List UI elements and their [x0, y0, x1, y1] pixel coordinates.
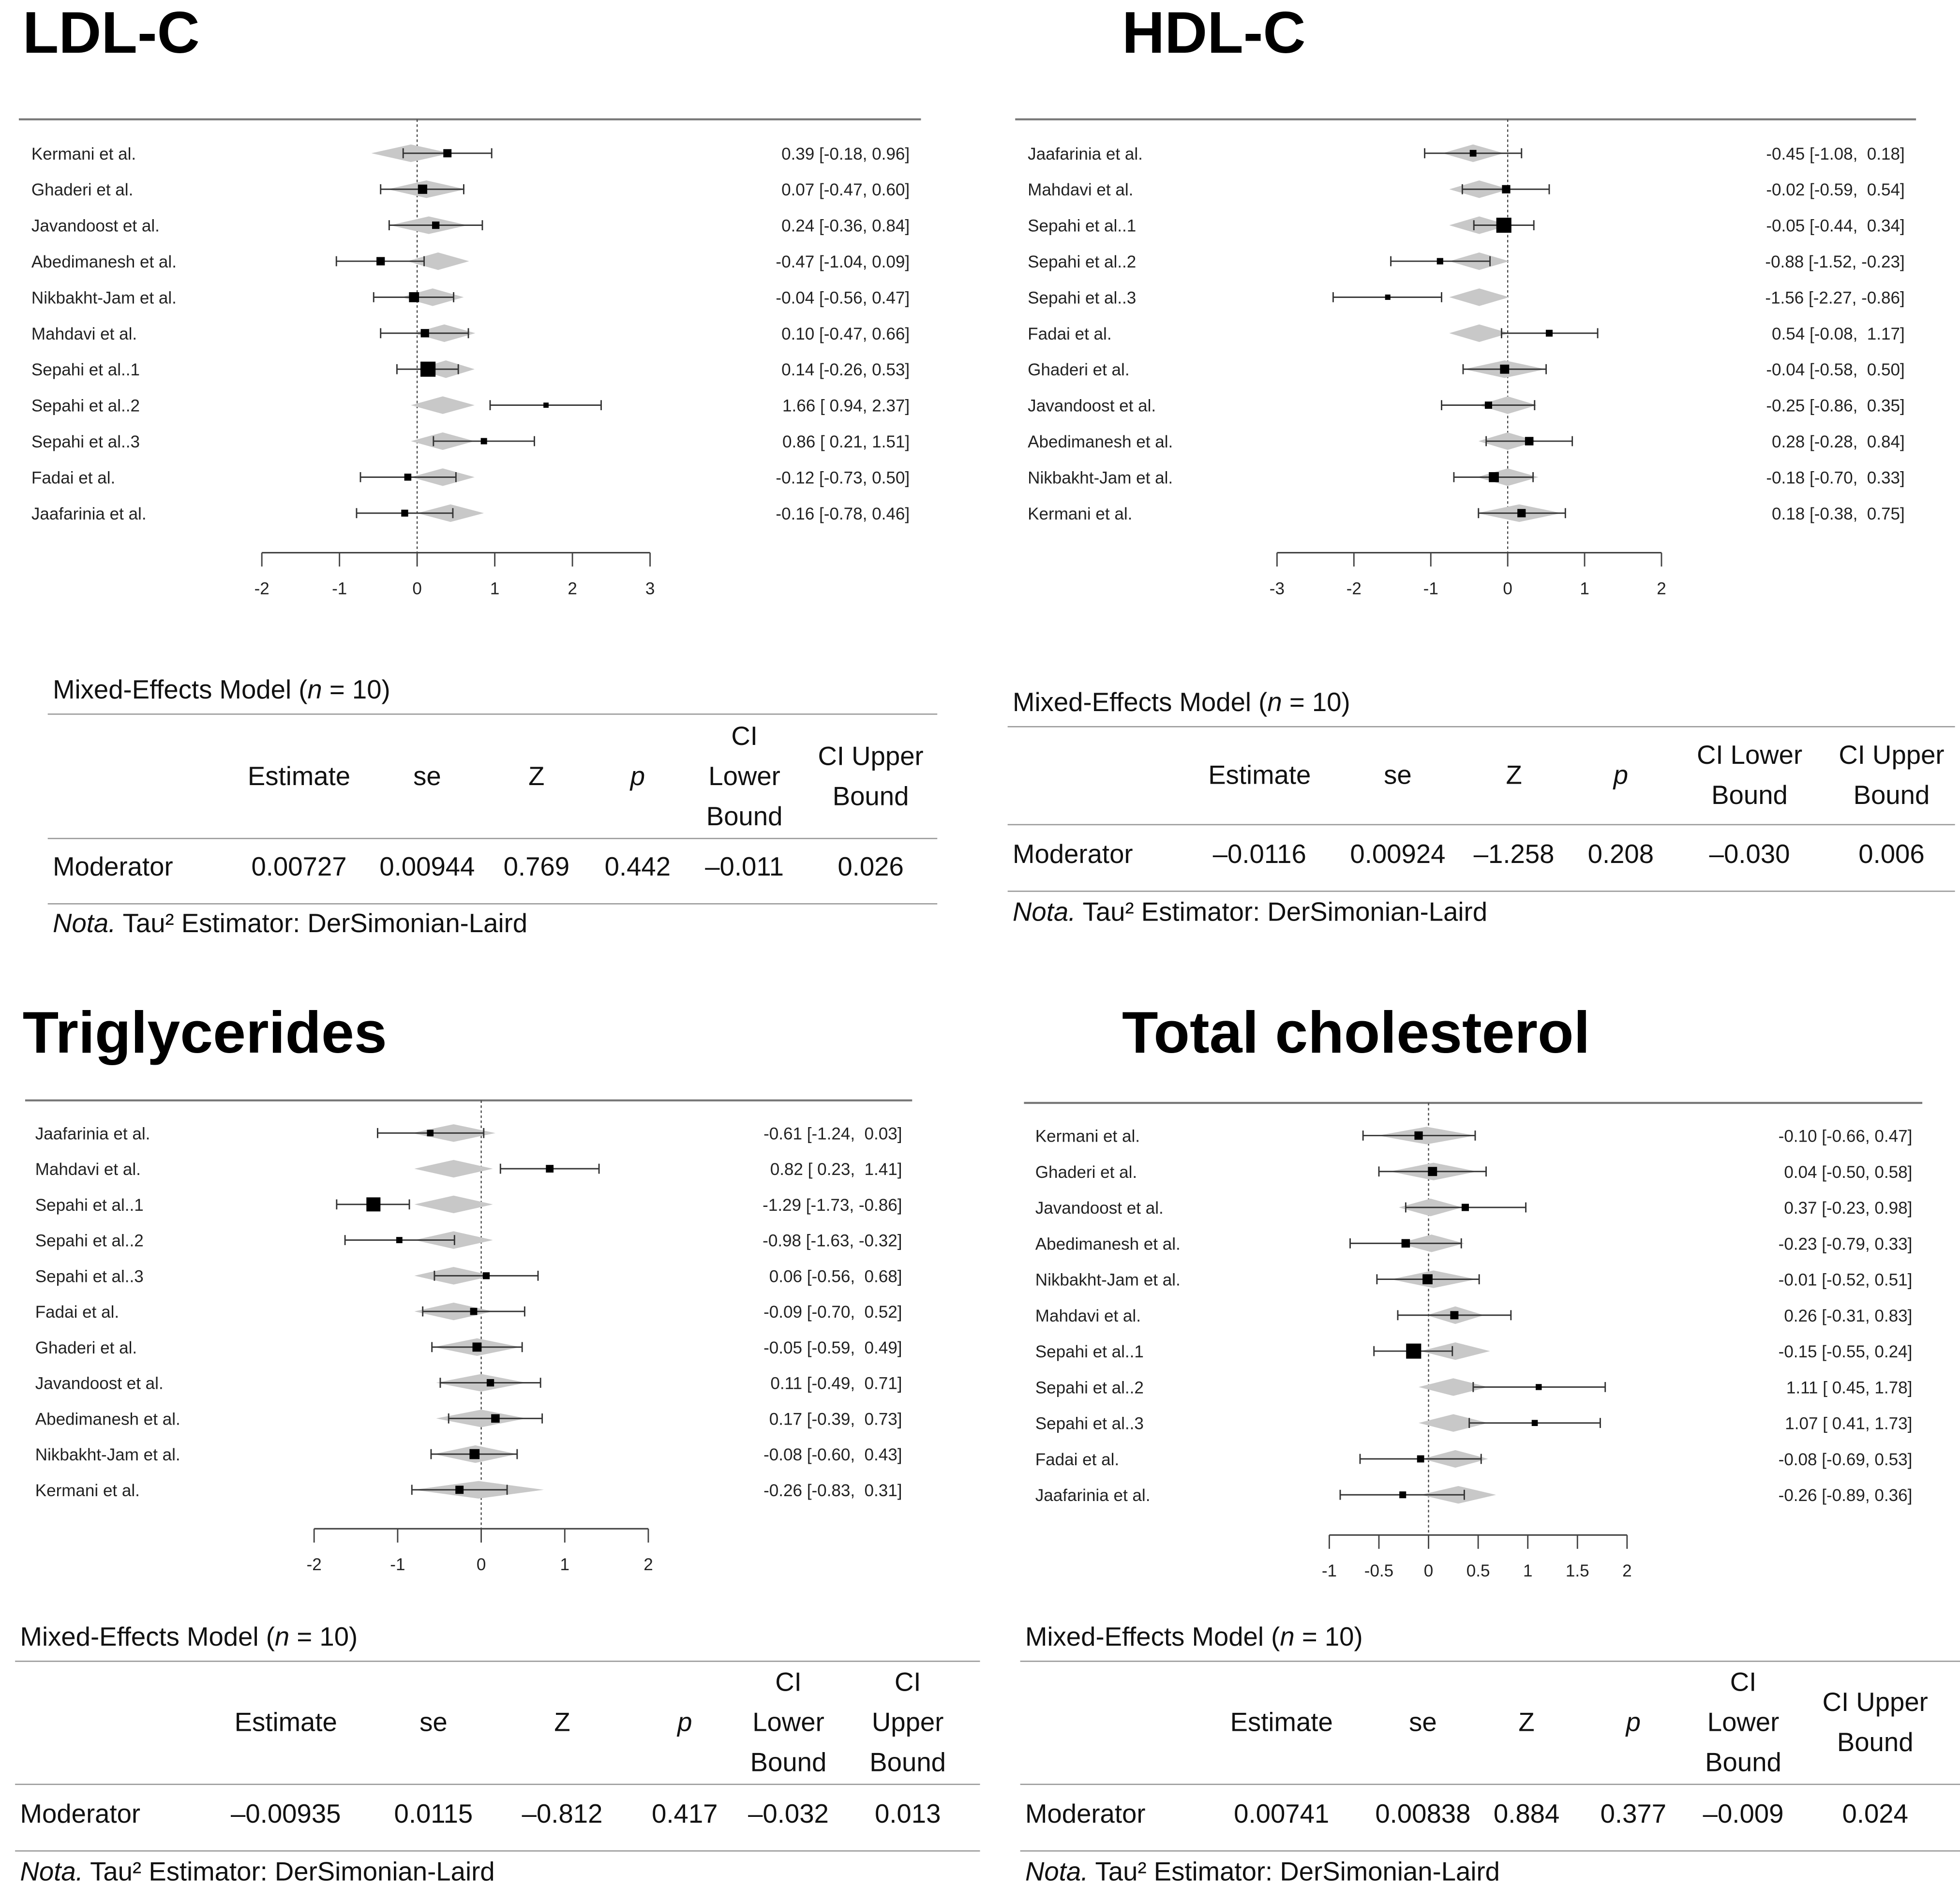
table-cell-value: –0.00935 [231, 1799, 341, 1829]
column-header-text: CI Lower Bound [1705, 1668, 1781, 1778]
column-header [804, 715, 937, 839]
table-header-row [48, 715, 938, 839]
table-row-moderator [15, 1785, 980, 1844]
table-header-row [1020, 1662, 1960, 1785]
study-label: Javandoost et al. [1028, 396, 1156, 416]
effect-size-marker [1385, 295, 1391, 300]
column-header [1684, 1662, 1803, 1785]
study-effect-text: -0.25 [-0.86, 0.35] [1766, 396, 1905, 416]
study-label: Fadai et al. [1028, 324, 1112, 343]
study-effect-text: 0.28 [-0.28, 0.84] [1772, 432, 1905, 451]
study-label: Sepahi et al..3 [31, 432, 140, 451]
column-header-text: Z [554, 1708, 570, 1738]
study-effect-text: -0.47 [-1.04, 0.09] [776, 252, 910, 271]
column-header-text: p [677, 1708, 692, 1738]
study-label: Kermani et al. [31, 144, 136, 164]
column-header-text: se [1384, 761, 1412, 790]
column-header-text: Z [528, 761, 545, 791]
effect-size-marker [469, 1449, 479, 1459]
column-header [189, 1662, 384, 1785]
effect-size-marker [1422, 1274, 1433, 1284]
study-label: Fadai et al. [31, 468, 116, 488]
study-label: Jaafarinia et al. [1035, 1486, 1151, 1505]
panel-title-ldl: LDL-C [22, 0, 200, 66]
study-label: Sepahi et al..2 [1035, 1378, 1144, 1397]
study-effect-text: 0.24 [-0.36, 0.84] [781, 216, 910, 236]
table-cell-value: 0.00924 [1350, 839, 1446, 869]
table-cell-value: –0.032 [748, 1799, 829, 1829]
column-header [482, 715, 590, 839]
study-label: Mahdavi et al. [1035, 1306, 1141, 1325]
table-bottom-rule [1008, 891, 1955, 892]
effect-size-marker [473, 1342, 482, 1352]
column-header-text: CI Upper Bound [818, 742, 924, 811]
note-text: Tau² Estimator: DerSimonian-Laird [1088, 1858, 1500, 1887]
x-tick-label: -0.5 [1364, 1561, 1394, 1580]
forest-plot-hdl [992, 113, 1947, 616]
effect-size-marker [404, 474, 412, 481]
x-tick-label: -3 [1269, 579, 1285, 598]
study-effect-text: 0.39 [-0.18, 0.96] [781, 144, 910, 164]
effect-size-marker [1399, 1491, 1406, 1498]
study-effect-text: 0.18 [-0.38, 0.75] [1772, 504, 1905, 523]
table-cell-value: –1.258 [1473, 839, 1555, 869]
caption-n: n [307, 676, 322, 705]
column-header [1376, 1662, 1470, 1785]
caption-text: Mixed-Effects Model ( [1025, 1623, 1280, 1652]
table-cell-value: 0.013 [874, 1799, 941, 1829]
study-label: Sepahi et al..1 [1035, 1342, 1144, 1362]
column-header-text: CI Lower Bound [706, 721, 783, 831]
study-label: Fadai et al. [1035, 1450, 1120, 1469]
table-row-moderator [48, 839, 938, 897]
study-label: Fadai et al. [35, 1303, 120, 1322]
effect-size-marker [483, 1272, 490, 1279]
table-note [53, 909, 527, 939]
effect-size-marker [1532, 1420, 1538, 1426]
column-header-text: se [1409, 1708, 1437, 1738]
x-tick-label: 1.5 [1565, 1561, 1589, 1580]
study-label: Nikbakht-Jam et al. [35, 1445, 180, 1465]
column-header [1457, 728, 1571, 826]
study-label: Sepahi et al..3 [1028, 288, 1137, 308]
row-label: Moderator [53, 853, 173, 882]
note-label: Nota. [53, 909, 116, 938]
table-note [1013, 898, 1487, 928]
study-label: Sepahi et al..1 [31, 360, 140, 380]
effect-size-marker [1536, 1384, 1541, 1390]
note-text: Tau² Estimator: DerSimonian-Laird [116, 909, 528, 938]
study-label: Javandoost et al. [35, 1374, 164, 1393]
effect-size-marker [418, 185, 427, 194]
table-note [1025, 1858, 1500, 1888]
column-header [848, 1662, 968, 1785]
study-effect-text: 0.26 [-0.31, 0.83] [1784, 1306, 1913, 1325]
note-text: Tau² Estimator: DerSimonian-Laird [1076, 898, 1488, 927]
study-effect-text: 0.54 [-0.08, 1.17] [1772, 324, 1905, 343]
table-cell-value: –0.0116 [1212, 839, 1306, 869]
effect-size-marker [1428, 1167, 1437, 1176]
effect-size-marker [376, 257, 385, 265]
table-caption [53, 676, 390, 706]
column-header [484, 1662, 641, 1785]
study-label: Sepahi et al..2 [31, 396, 140, 416]
column-header-text: CI Upper Bound [869, 1668, 946, 1778]
study-effect-text: 0.07 [-0.47, 0.60] [781, 180, 910, 200]
x-tick-label: 1 [560, 1555, 570, 1574]
row-label: Moderator [20, 1799, 141, 1829]
table-row-moderator [1008, 825, 1955, 884]
x-tick-label: 2 [643, 1555, 653, 1574]
study-label: Abedimanesh et al. [1035, 1234, 1181, 1254]
study-effect-text: -0.12 [-0.73, 0.50] [776, 468, 910, 488]
x-tick-label: 0 [476, 1555, 486, 1574]
study-label: Ghaderi et al. [1035, 1162, 1137, 1182]
caption-text-rest: = 10) [1282, 688, 1350, 717]
effect-size-marker [1414, 1131, 1422, 1140]
study-effect-text: -0.01 [-0.52, 0.51] [1778, 1270, 1913, 1290]
column-header-text: Z [1518, 1708, 1535, 1738]
panel-title-total-cholesterol: Total cholesterol [1122, 998, 1590, 1066]
caption-n: n [1280, 1623, 1295, 1652]
column-header [372, 715, 483, 839]
table-cell-value: –0.011 [705, 853, 784, 882]
study-label: Abedimanesh et al. [1028, 432, 1173, 451]
forest-plot-triglycerides [0, 1094, 955, 1597]
effect-size-marker [455, 1486, 464, 1494]
column-header-text: CI Lower Bound [1696, 741, 1803, 810]
effect-size-marker [1437, 258, 1443, 264]
column-header-text: CI Upper Bound [1822, 1688, 1928, 1757]
effect-size-marker [1489, 472, 1499, 482]
column-header [1803, 1662, 1947, 1785]
study-effect-text: -1.56 [-2.27, -0.86] [1765, 288, 1905, 308]
table-cell-value: 0.00944 [379, 853, 475, 882]
column-header [1571, 728, 1671, 826]
panel-title-triglycerides: Triglycerides [22, 998, 387, 1066]
study-label: Jaafarinia et al. [35, 1124, 150, 1144]
study-label: Javandoost et al. [31, 216, 160, 236]
effect-size-marker [1470, 150, 1477, 157]
study-label: Ghaderi et al. [31, 180, 134, 200]
study-effect-text: -0.98 [-1.63, -0.32] [763, 1231, 902, 1250]
table-row-moderator [1020, 1785, 1960, 1844]
study-label: Abedimanesh et al. [31, 252, 177, 271]
effect-size-marker [546, 1165, 554, 1173]
column-header-text: Estimate [1230, 1708, 1333, 1738]
effect-size-marker [1450, 1311, 1458, 1319]
table-caption [20, 1623, 358, 1653]
caption-text-rest: = 10) [1294, 1623, 1363, 1652]
study-label: Mahdavi et al. [1028, 180, 1134, 200]
column-header-text: CI Upper Bound [1839, 741, 1945, 810]
study-effect-text: -0.09 [-0.70, 0.52] [763, 1303, 902, 1322]
table-note [20, 1858, 495, 1888]
study-effect-text: -0.23 [-0.79, 0.33] [1778, 1234, 1913, 1254]
caption-text: Mixed-Effects Model ( [20, 1623, 275, 1652]
column-header [1338, 728, 1458, 826]
effect-size-marker [401, 510, 408, 517]
note-label: Nota. [1025, 1858, 1089, 1887]
x-tick-label: -1 [332, 579, 347, 598]
effect-size-marker [409, 292, 419, 302]
study-label: Nikbakht-Jam et al. [1028, 468, 1173, 488]
table-cell-value: 0.026 [838, 853, 904, 882]
column-header [685, 715, 804, 839]
column-header-text: p [1626, 1708, 1641, 1738]
effect-size-marker [1462, 1204, 1469, 1211]
study-effect-text: -0.08 [-0.69, 0.53] [1778, 1450, 1913, 1469]
table-caption [1013, 688, 1350, 718]
study-label: Kermani et al. [1035, 1127, 1140, 1146]
table-cell-value: –0.009 [1703, 1799, 1784, 1829]
caption-text-rest: = 10) [289, 1623, 358, 1652]
study-label: Ghaderi et al. [35, 1338, 137, 1357]
x-tick-label: 1 [1523, 1561, 1533, 1580]
effect-size-marker [1496, 218, 1511, 233]
column-header-text: se [413, 761, 441, 791]
forest-plot-ldl [0, 113, 955, 616]
x-tick-label: 1 [490, 579, 500, 598]
fitted-value-diamond [1449, 325, 1509, 342]
study-label: Nikbakht-Jam et al. [1035, 1270, 1181, 1290]
study-effect-text: -0.04 [-0.56, 0.47] [776, 288, 910, 308]
caption-text: Mixed-Effects Model ( [53, 676, 308, 705]
column-header-text: Z [1506, 761, 1522, 790]
column-header-text: p [1613, 761, 1629, 790]
column-header-text: Estimate [1208, 761, 1311, 790]
column-header-text: se [419, 1708, 448, 1738]
study-label: Sepahi et al..2 [35, 1231, 144, 1250]
table-cell-value: –0.812 [522, 1799, 603, 1829]
effect-size-marker [487, 1379, 494, 1386]
study-effect-text: -0.45 [-1.08, 0.18] [1766, 144, 1905, 164]
table-cell-value: 0.00741 [1234, 1799, 1330, 1829]
table-caption [1025, 1623, 1363, 1653]
study-label: Sepahi et al..3 [1035, 1414, 1144, 1433]
table-bottom-rule [1020, 1850, 1960, 1852]
effect-size-marker [443, 149, 451, 157]
study-effect-text: -0.08 [-0.60, 0.43] [763, 1445, 902, 1465]
effect-size-marker [420, 362, 435, 377]
study-effect-text: -0.04 [-0.58, 0.50] [1766, 360, 1905, 380]
table-cell-value: 0.208 [1587, 839, 1654, 869]
study-effect-text: -0.15 [-0.55, 0.24] [1778, 1342, 1913, 1362]
study-effect-text: 0.04 [-0.50, 0.58] [1784, 1162, 1913, 1182]
caption-n: n [274, 1623, 290, 1652]
effect-size-marker [491, 1414, 500, 1423]
effect-size-marker [366, 1197, 380, 1211]
study-effect-text: -0.16 [-0.78, 0.46] [776, 504, 910, 523]
table-cell-value: 0.884 [1493, 1799, 1560, 1829]
x-tick-label: 0.5 [1466, 1561, 1490, 1580]
study-label: Sepahi et al..2 [1028, 252, 1137, 271]
x-tick-label: 0 [412, 579, 422, 598]
caption-text: Mixed-Effects Model ( [1013, 688, 1268, 717]
table-header-row [1008, 728, 1955, 826]
row-label: Moderator [1025, 1799, 1146, 1829]
caption-n: n [1267, 688, 1282, 717]
effect-size-marker [1417, 1456, 1424, 1463]
study-label: Jaafarinia et al. [31, 504, 147, 523]
table-cell-value: –0.030 [1709, 839, 1790, 869]
effect-size-marker [421, 329, 429, 337]
study-effect-text: -0.05 [-0.59, 0.49] [763, 1338, 902, 1357]
table-cell-value: 0.0115 [394, 1799, 473, 1829]
table-cell-value: 0.024 [1842, 1799, 1908, 1829]
effect-size-marker [470, 1308, 478, 1315]
row-label: Moderator [1013, 839, 1133, 869]
column-header [1187, 1662, 1376, 1785]
table-bottom-rule [15, 1850, 980, 1852]
column-header [590, 715, 685, 839]
column-header [226, 715, 372, 839]
column-header-text: Estimate [234, 1708, 337, 1738]
fitted-value-diamond [1449, 288, 1509, 306]
study-effect-text: 0.37 [-0.23, 0.98] [1784, 1199, 1913, 1218]
study-effect-text: 1.11 [ 0.45, 1.78] [1786, 1378, 1913, 1397]
study-effect-text: -1.29 [-1.73, -0.86] [763, 1195, 902, 1215]
study-effect-text: -0.26 [-0.83, 0.31] [763, 1481, 902, 1500]
effect-size-marker [1502, 185, 1510, 193]
x-tick-label: -2 [306, 1555, 322, 1574]
column-header [383, 1662, 484, 1785]
study-effect-text: -0.02 [-0.59, 0.54] [1766, 180, 1905, 200]
caption-text-rest: = 10) [322, 676, 390, 705]
study-label: Sepahi et al..3 [35, 1267, 144, 1286]
table-cell-value: 0.006 [1858, 839, 1925, 869]
table-cell-value: 0.00838 [1375, 1799, 1471, 1829]
forest-plot-total-cholesterol [992, 1097, 1947, 1599]
study-label: Sepahi et al..1 [1028, 216, 1137, 236]
study-label: Jaafarinia et al. [1028, 144, 1143, 164]
effect-size-marker [1500, 365, 1509, 374]
x-tick-label: -2 [1346, 579, 1362, 598]
effect-size-marker [1485, 401, 1492, 409]
study-effect-text: 0.06 [-0.56, 0.68] [769, 1267, 902, 1286]
study-effect-text: 0.17 [-0.39, 0.73] [769, 1410, 902, 1429]
column-header-text: CI Lower Bound [750, 1668, 827, 1778]
study-effect-text: -0.10 [-0.66, 0.47] [1778, 1127, 1913, 1146]
column-header [1470, 1662, 1583, 1785]
study-label: Kermani et al. [1028, 504, 1133, 523]
study-label: Mahdavi et al. [31, 324, 137, 343]
effect-size-marker [1406, 1344, 1421, 1359]
study-effect-text: 0.86 [ 0.21, 1.51] [782, 432, 910, 451]
study-label: Mahdavi et al. [35, 1160, 141, 1179]
x-tick-label: -1 [390, 1555, 405, 1574]
study-label: Ghaderi et al. [1028, 360, 1130, 380]
study-effect-text: -0.88 [-1.52, -0.23] [1765, 252, 1905, 271]
panel-title-hdl: HDL-C [1122, 0, 1306, 66]
table-cell-value: 0.769 [503, 853, 570, 882]
table-cell-value: 0.442 [604, 853, 671, 882]
column-header [1583, 1662, 1684, 1785]
study-effect-text: -0.05 [-0.44, 0.34] [1766, 216, 1905, 236]
study-label: Javandoost et al. [1035, 1199, 1164, 1218]
study-effect-text: 1.07 [ 0.41, 1.73] [1785, 1414, 1913, 1433]
note-label: Nota. [20, 1858, 83, 1887]
x-tick-label: -1 [1423, 579, 1438, 598]
x-tick-label: 2 [1622, 1561, 1632, 1580]
effect-size-marker [432, 222, 439, 229]
column-header [641, 1662, 729, 1785]
effect-size-marker [1517, 509, 1526, 517]
study-effect-text: -0.18 [-0.70, 0.33] [1766, 468, 1905, 488]
study-label: Kermani et al. [35, 1481, 140, 1500]
effect-size-marker [1525, 437, 1534, 446]
effect-size-marker [396, 1237, 403, 1243]
x-tick-label: 0 [1423, 1561, 1434, 1580]
column-header [1671, 728, 1828, 826]
study-label: Nikbakht-Jam et al. [31, 288, 177, 308]
column-header-text: p [630, 761, 645, 791]
fitted-value-diamond [411, 396, 475, 414]
table-bottom-rule [48, 903, 938, 905]
effect-size-marker [1546, 330, 1553, 337]
column-header [1828, 728, 1955, 826]
effect-size-marker [481, 438, 487, 444]
note-label: Nota. [1013, 898, 1076, 927]
column-header [729, 1662, 848, 1785]
effect-size-marker [543, 402, 549, 408]
study-effect-text: 0.14 [-0.26, 0.53] [781, 360, 910, 380]
table-cell-value: 0.377 [1600, 1799, 1667, 1829]
study-effect-text: 0.82 [ 0.23, 1.41] [770, 1160, 902, 1179]
study-effect-text: 0.11 [-0.49, 0.71] [770, 1374, 902, 1393]
column-header-text: Estimate [247, 761, 351, 791]
x-tick-label: -1 [1321, 1561, 1337, 1580]
study-effect-text: 0.10 [-0.47, 0.66] [781, 324, 910, 343]
study-effect-text: -0.61 [-1.24, 0.03] [763, 1124, 902, 1144]
study-label: Abedimanesh et al. [35, 1410, 180, 1429]
x-tick-label: 2 [1657, 579, 1666, 598]
table-cell-value: 0.00727 [251, 853, 347, 882]
column-header [1181, 728, 1338, 826]
study-effect-text: 1.66 [ 0.94, 2.37] [782, 396, 910, 416]
x-tick-label: -2 [254, 579, 269, 598]
study-effect-text: -0.26 [-0.89, 0.36] [1778, 1486, 1913, 1505]
table-cell-value: 0.417 [652, 1799, 718, 1829]
study-label: Sepahi et al..1 [35, 1195, 144, 1215]
x-tick-label: 2 [568, 579, 577, 598]
x-tick-label: 0 [1503, 579, 1512, 598]
x-tick-label: 1 [1580, 579, 1589, 598]
table-header-row [15, 1662, 980, 1785]
effect-size-marker [427, 1130, 434, 1136]
effect-size-marker [1402, 1239, 1410, 1248]
note-text: Tau² Estimator: DerSimonian-Laird [83, 1858, 495, 1887]
x-tick-label: 3 [645, 579, 655, 598]
